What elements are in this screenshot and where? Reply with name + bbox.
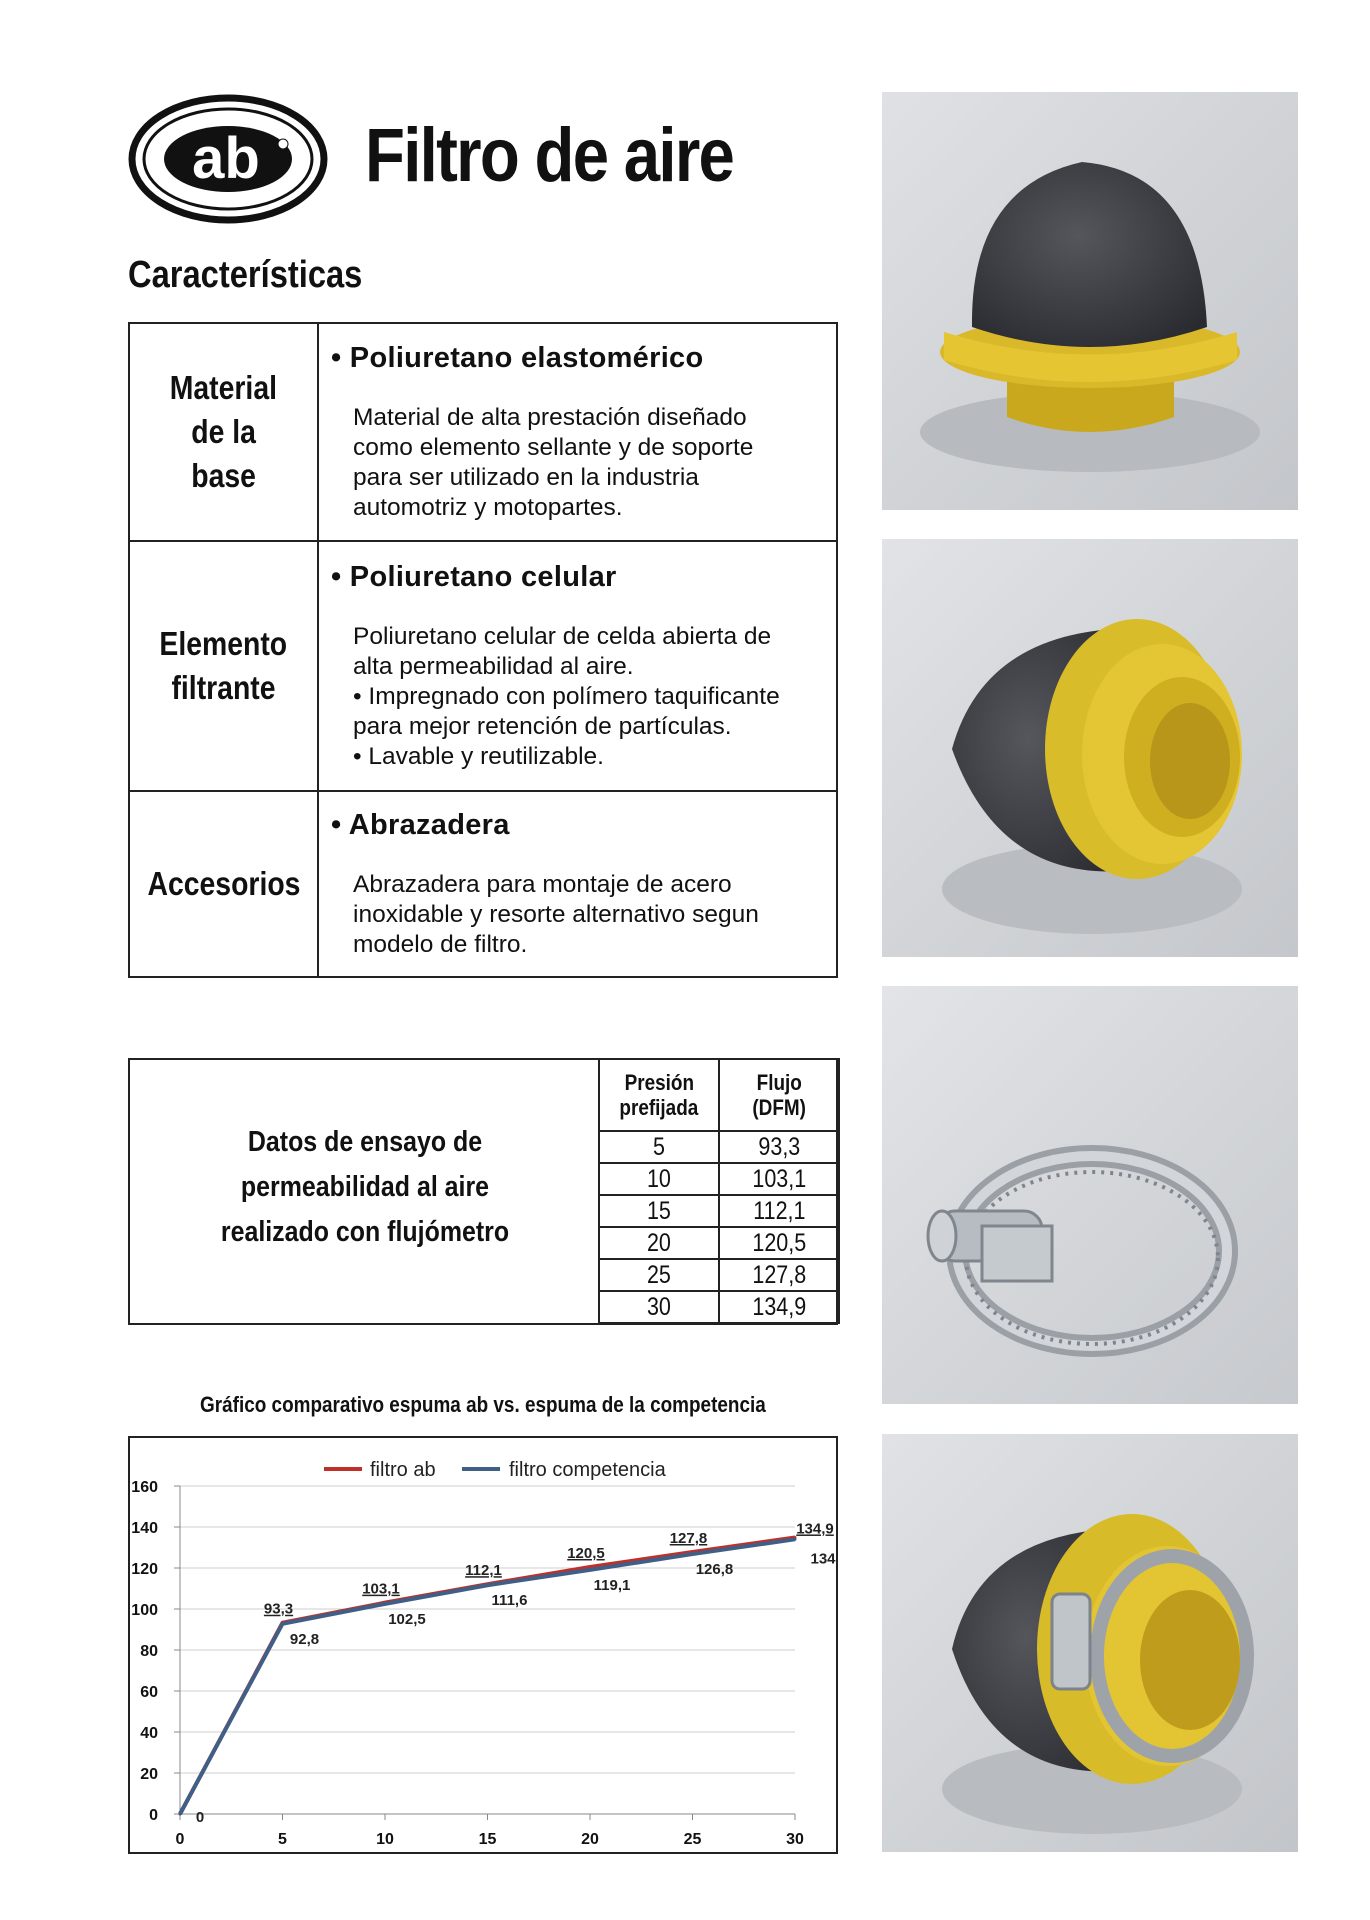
description-line: para mejor retención de partículas. (353, 712, 732, 740)
row-content (318, 323, 837, 541)
row-label (129, 541, 318, 791)
flow-cell: 134,9 (719, 1291, 839, 1323)
filter-photo-front (882, 92, 1298, 510)
label-line: permeabilidad al aire (240, 1171, 490, 1203)
x-tick-label: 10 (376, 1831, 394, 1848)
label-line: realizado con flujómetro (220, 1216, 510, 1248)
description-line: para ser utilizado en la industria (353, 463, 699, 491)
characteristics-table (128, 322, 838, 978)
table-row (129, 791, 837, 977)
table-row (599, 1195, 839, 1227)
description-line: Poliuretano celular de celda abierta de (353, 622, 772, 650)
data-point (486, 1584, 489, 1587)
y-tick-label: 60 (140, 1684, 158, 1701)
table-row (129, 323, 837, 541)
data-label-filtro-competencia: 126,8 (695, 1561, 734, 1579)
label-line: Accesorios (146, 865, 301, 902)
data-label-filtro-competencia: 92,8 (289, 1630, 320, 1648)
test-data-label (150, 1120, 580, 1255)
data-label-filtro-ab: 120,5 (567, 1544, 605, 1562)
pressure-cell: 10 (599, 1163, 719, 1195)
table-row (599, 1259, 839, 1291)
comparison-line-chart (128, 1436, 838, 1854)
label-line: Elemento (159, 625, 288, 662)
y-tick-label: 160 (131, 1479, 158, 1496)
legend-label-filtro-ab: filtro ab (370, 1459, 436, 1481)
column-header-pressure: Presión prefijada (599, 1059, 719, 1131)
description-line: Material de alta prestación diseñado (353, 403, 747, 431)
flow-cell: 93,3 (719, 1131, 839, 1163)
table-row (599, 1163, 839, 1195)
bullet-heading: • Poliuretano celular (331, 560, 617, 593)
data-label-filtro-competencia: 134 (810, 1550, 836, 1568)
table-row (129, 541, 837, 791)
logo-text: ab (192, 126, 260, 191)
row-content (318, 541, 837, 791)
label-line: base (191, 457, 256, 494)
y-tick-label: 40 (140, 1725, 158, 1742)
bullet-heading: • Poliuretano elastomérico (331, 341, 704, 374)
table-row (599, 1131, 839, 1163)
data-label-filtro-competencia: 119,1 (593, 1576, 631, 1594)
flow-cell: 120,5 (719, 1227, 839, 1259)
label-line: Datos de ensayo de (247, 1126, 483, 1158)
pressure-cell: 15 (599, 1195, 719, 1227)
label-line: de la (191, 413, 256, 450)
pressure-cell: 25 (599, 1259, 719, 1291)
data-point (794, 1538, 797, 1541)
label-line: filtrante (171, 669, 276, 706)
y-tick-label: 120 (131, 1561, 158, 1578)
row-label (129, 791, 318, 977)
legend-label-filtro-competencia: filtro competencia (509, 1459, 666, 1481)
data-point (281, 1622, 284, 1625)
data-point (179, 1813, 182, 1816)
ab-logo (128, 94, 328, 224)
flow-cell: 112,1 (719, 1195, 839, 1227)
x-tick-label: 5 (278, 1831, 287, 1848)
data-label-filtro-ab: 103,1 (362, 1580, 400, 1598)
flow-cell: 127,8 (719, 1259, 839, 1291)
pressure-cell: 5 (599, 1131, 719, 1163)
x-tick-label: 25 (683, 1831, 702, 1848)
description-line: alta permeabilidad al aire. (353, 652, 634, 680)
table-row (599, 1227, 839, 1259)
table-row (599, 1291, 839, 1323)
x-tick-label: 30 (786, 1831, 804, 1848)
filter-photo-angled (882, 539, 1298, 957)
bullet-heading: • Abrazadera (331, 808, 510, 841)
clamp-photo (882, 986, 1298, 1404)
data-point (691, 1553, 694, 1556)
y-tick-label: 80 (140, 1643, 158, 1660)
column-header-flow: Flujo (DFM) (719, 1059, 839, 1131)
x-tick-label: 15 (478, 1831, 497, 1848)
description-line: como elemento sellante y de soporte (353, 433, 754, 461)
data-label-filtro-competencia: 111,6 (491, 1592, 528, 1610)
x-tick-label: 20 (581, 1831, 599, 1848)
row-content (318, 791, 837, 977)
pressure-cell: 20 (599, 1227, 719, 1259)
description-line: • Impregnado con polímero taquificante (353, 682, 780, 710)
page-title: Filtro de aire (365, 113, 734, 198)
row-label (129, 323, 318, 541)
data-point (384, 1602, 387, 1605)
description-line: Abrazadera para montaje de acero (353, 870, 732, 898)
data-label-filtro-ab: 127,8 (669, 1530, 708, 1548)
description-line: automotriz y motopartes. (353, 493, 623, 521)
description-line: modelo de filtro. (353, 930, 528, 958)
data-label-filtro-ab: 134,9 (796, 1520, 834, 1538)
y-tick-label: 100 (131, 1602, 158, 1619)
y-tick-label: 0 (149, 1807, 158, 1824)
test-data-table (598, 1058, 840, 1324)
description-line: • Lavable y reutilizable. (353, 742, 604, 770)
data-label-filtro-ab: 112,1 (465, 1562, 502, 1580)
label-line: Material (169, 369, 278, 406)
y-tick-label: 20 (140, 1766, 158, 1783)
pressure-cell: 30 (599, 1291, 719, 1323)
filter-with-clamp-photo (882, 1434, 1298, 1852)
data-label-filtro-ab: 93,3 (263, 1600, 294, 1618)
y-tick-label: 140 (131, 1520, 158, 1537)
flow-cell: 103,1 (719, 1163, 839, 1195)
data-label-filtro-competencia: 0 (195, 1809, 205, 1826)
data-label-filtro-competencia: 102,5 (388, 1610, 426, 1628)
description-line: inoxidable y resorte alternativo segun (353, 900, 759, 928)
x-tick-label: 0 (175, 1831, 185, 1848)
chart-title: Gráfico comparativo espuma ab vs. espuma de la competencia (200, 1392, 766, 1417)
table-header-row (599, 1059, 839, 1131)
section-heading: Características (128, 254, 363, 296)
data-point (589, 1568, 592, 1571)
